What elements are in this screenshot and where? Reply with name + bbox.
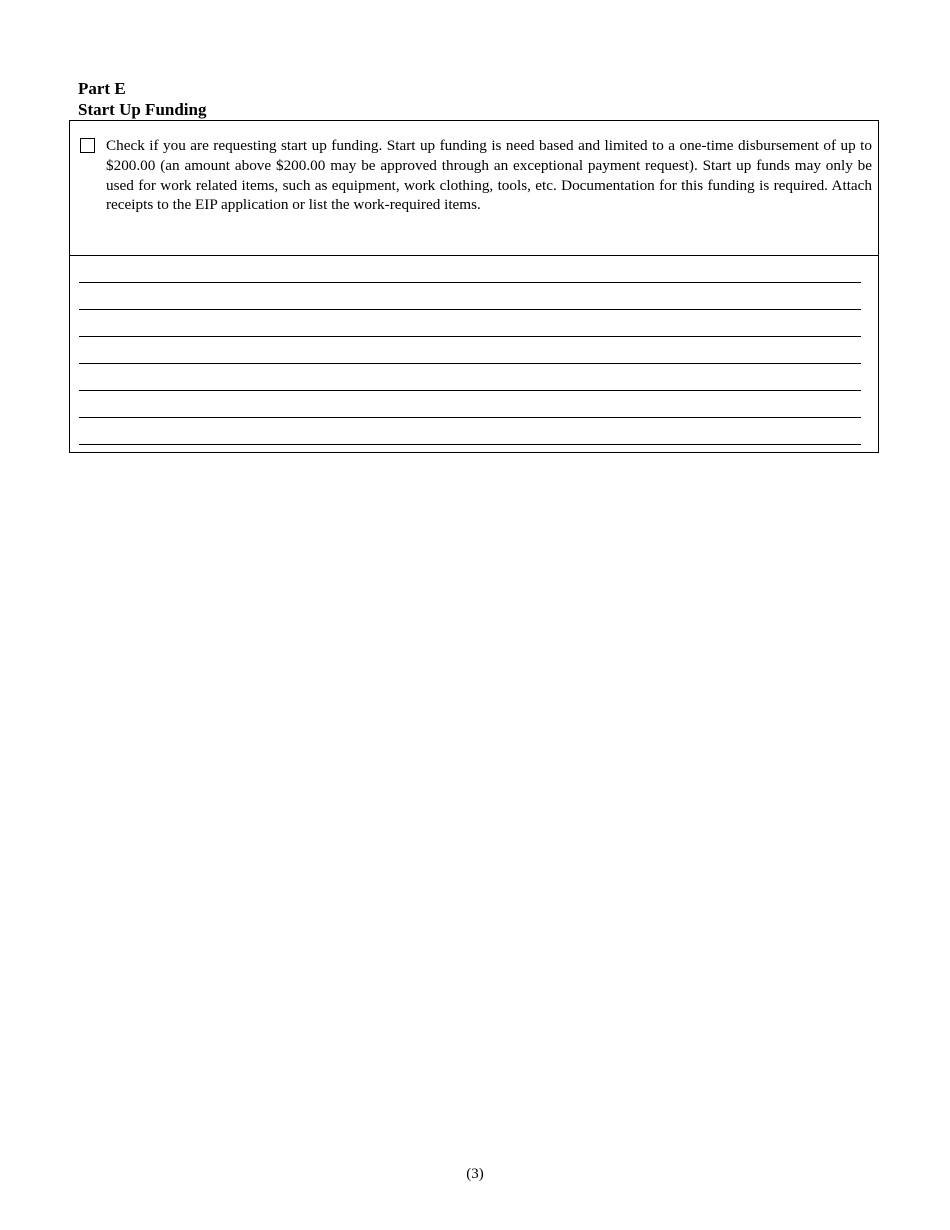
work-item-line-7[interactable] bbox=[79, 423, 861, 445]
page-number: (3) bbox=[466, 1166, 484, 1182]
section-title: Start Up Funding bbox=[78, 100, 207, 119]
instructions-panel bbox=[70, 121, 878, 256]
work-item-line-6[interactable] bbox=[79, 396, 861, 418]
instructions-text: Check if you are requesting start up funding. Start up funding is need based and limited to a one-time disbursement of up to $200.00 (an amount above $200.00 may be approved through an exceptional payment request). Start up funds may only be used for work related items, such as equipment, work clothing, tools, etc. Documentation for this funding is required. Attach receipts to the EIP application or list the work-required items. bbox=[106, 137, 872, 214]
work-item-line-2[interactable] bbox=[79, 288, 861, 310]
start-up-funding-box bbox=[69, 120, 879, 453]
part-label: Part E bbox=[78, 79, 126, 98]
work-item-line-4[interactable] bbox=[79, 342, 861, 364]
start-up-funding-checkbox[interactable] bbox=[80, 138, 95, 153]
work-items-lines bbox=[70, 256, 878, 452]
section-heading bbox=[78, 78, 206, 120]
work-item-line-5[interactable] bbox=[79, 369, 861, 391]
work-item-line-3[interactable] bbox=[79, 315, 861, 337]
work-item-line-1[interactable] bbox=[79, 261, 861, 283]
